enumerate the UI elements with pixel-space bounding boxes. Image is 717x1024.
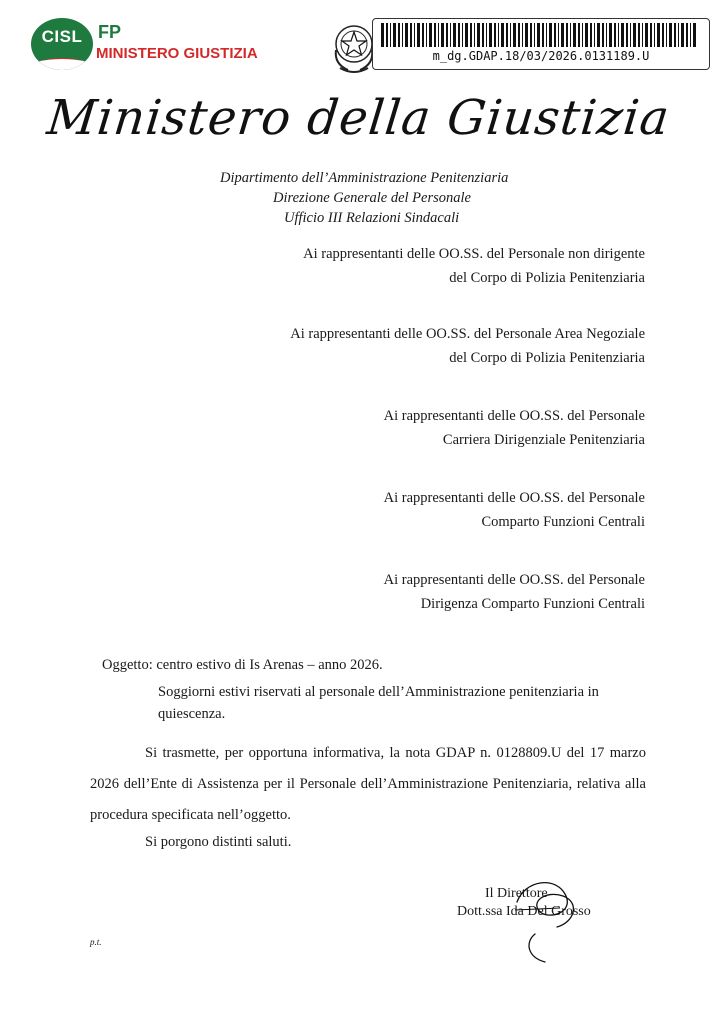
recipient-line: Ai rappresentanti delle OO.SS. del Personale: [383, 572, 645, 588]
fp-label: FP: [98, 22, 122, 42]
closing-line: Si porgono distinti saluti.: [145, 834, 292, 850]
protocol-code: m_dg.GDAP.18/03/2026.0131189.U: [432, 49, 650, 63]
department-line: Dipartimento dell’Amministrazione Penitenziaria: [220, 170, 509, 186]
protocol-stamp: [372, 18, 710, 70]
recipient-line: Dirigenza Comparto Funzioni Centrali: [420, 596, 645, 612]
recipient-line: Comparto Funzioni Centrali: [481, 514, 645, 530]
recipient-block: [384, 568, 645, 616]
handwritten-signature: [505, 872, 600, 967]
recipient-line: del Corpo di Polizia Penitenziaria: [449, 350, 645, 366]
subject-detail: Soggiorni estivi riservati al personale dell’Amministrazione penitenziaria in quiescenza.: [158, 684, 599, 722]
subject-line: Oggetto: centro estivo di Is Arenas – anno 2026.: [102, 657, 383, 673]
recipient-block: [303, 242, 645, 290]
logo-subtitle: MINISTERO GIUSTIZIA: [96, 45, 258, 62]
cisl-logo-text: CISL: [41, 27, 83, 46]
recipient-block: [384, 404, 645, 452]
cisl-logo: [31, 18, 93, 70]
recipient-block: [290, 322, 645, 370]
recipient-line: Ai rappresentanti delle OO.SS. del Personale: [383, 408, 645, 424]
ministry-title: Ministero della Giustizia: [44, 90, 673, 146]
recipient-line: Ai rappresentanti delle OO.SS. del Personale non dirigente: [303, 246, 645, 262]
footer-note: p.t.: [90, 937, 102, 947]
recipient-line: Ai rappresentanti delle OO.SS. del Personale: [383, 490, 645, 506]
body-paragraph: Si trasmette, per opportuna informativa, la nota GDAP n. 0128809.U del 17 marzo 2026 dell’Ente di Assistenza per il Personale dell’Amministrazione Penitenziaria, relativa alla procedura specificata nell’oggetto.: [90, 745, 646, 823]
signature-title: Il Direttore: [485, 886, 548, 901]
recipient-line: Ai rappresentanti delle OO.SS. del Personale Area Negoziale: [290, 326, 645, 342]
department-line: Ufficio III Relazioni Sindacali: [284, 210, 460, 226]
signature-name: Dott.ssa Ida Del Grosso: [457, 904, 591, 919]
recipient-line: del Corpo di Polizia Penitenziaria: [449, 270, 645, 286]
barcode-icon: [381, 23, 699, 47]
republic-emblem-icon: [330, 20, 378, 76]
department-line: Direzione Generale del Personale: [273, 190, 471, 206]
recipient-block: [384, 486, 645, 534]
recipient-line: Carriera Dirigenziale Penitenziaria: [442, 432, 645, 448]
